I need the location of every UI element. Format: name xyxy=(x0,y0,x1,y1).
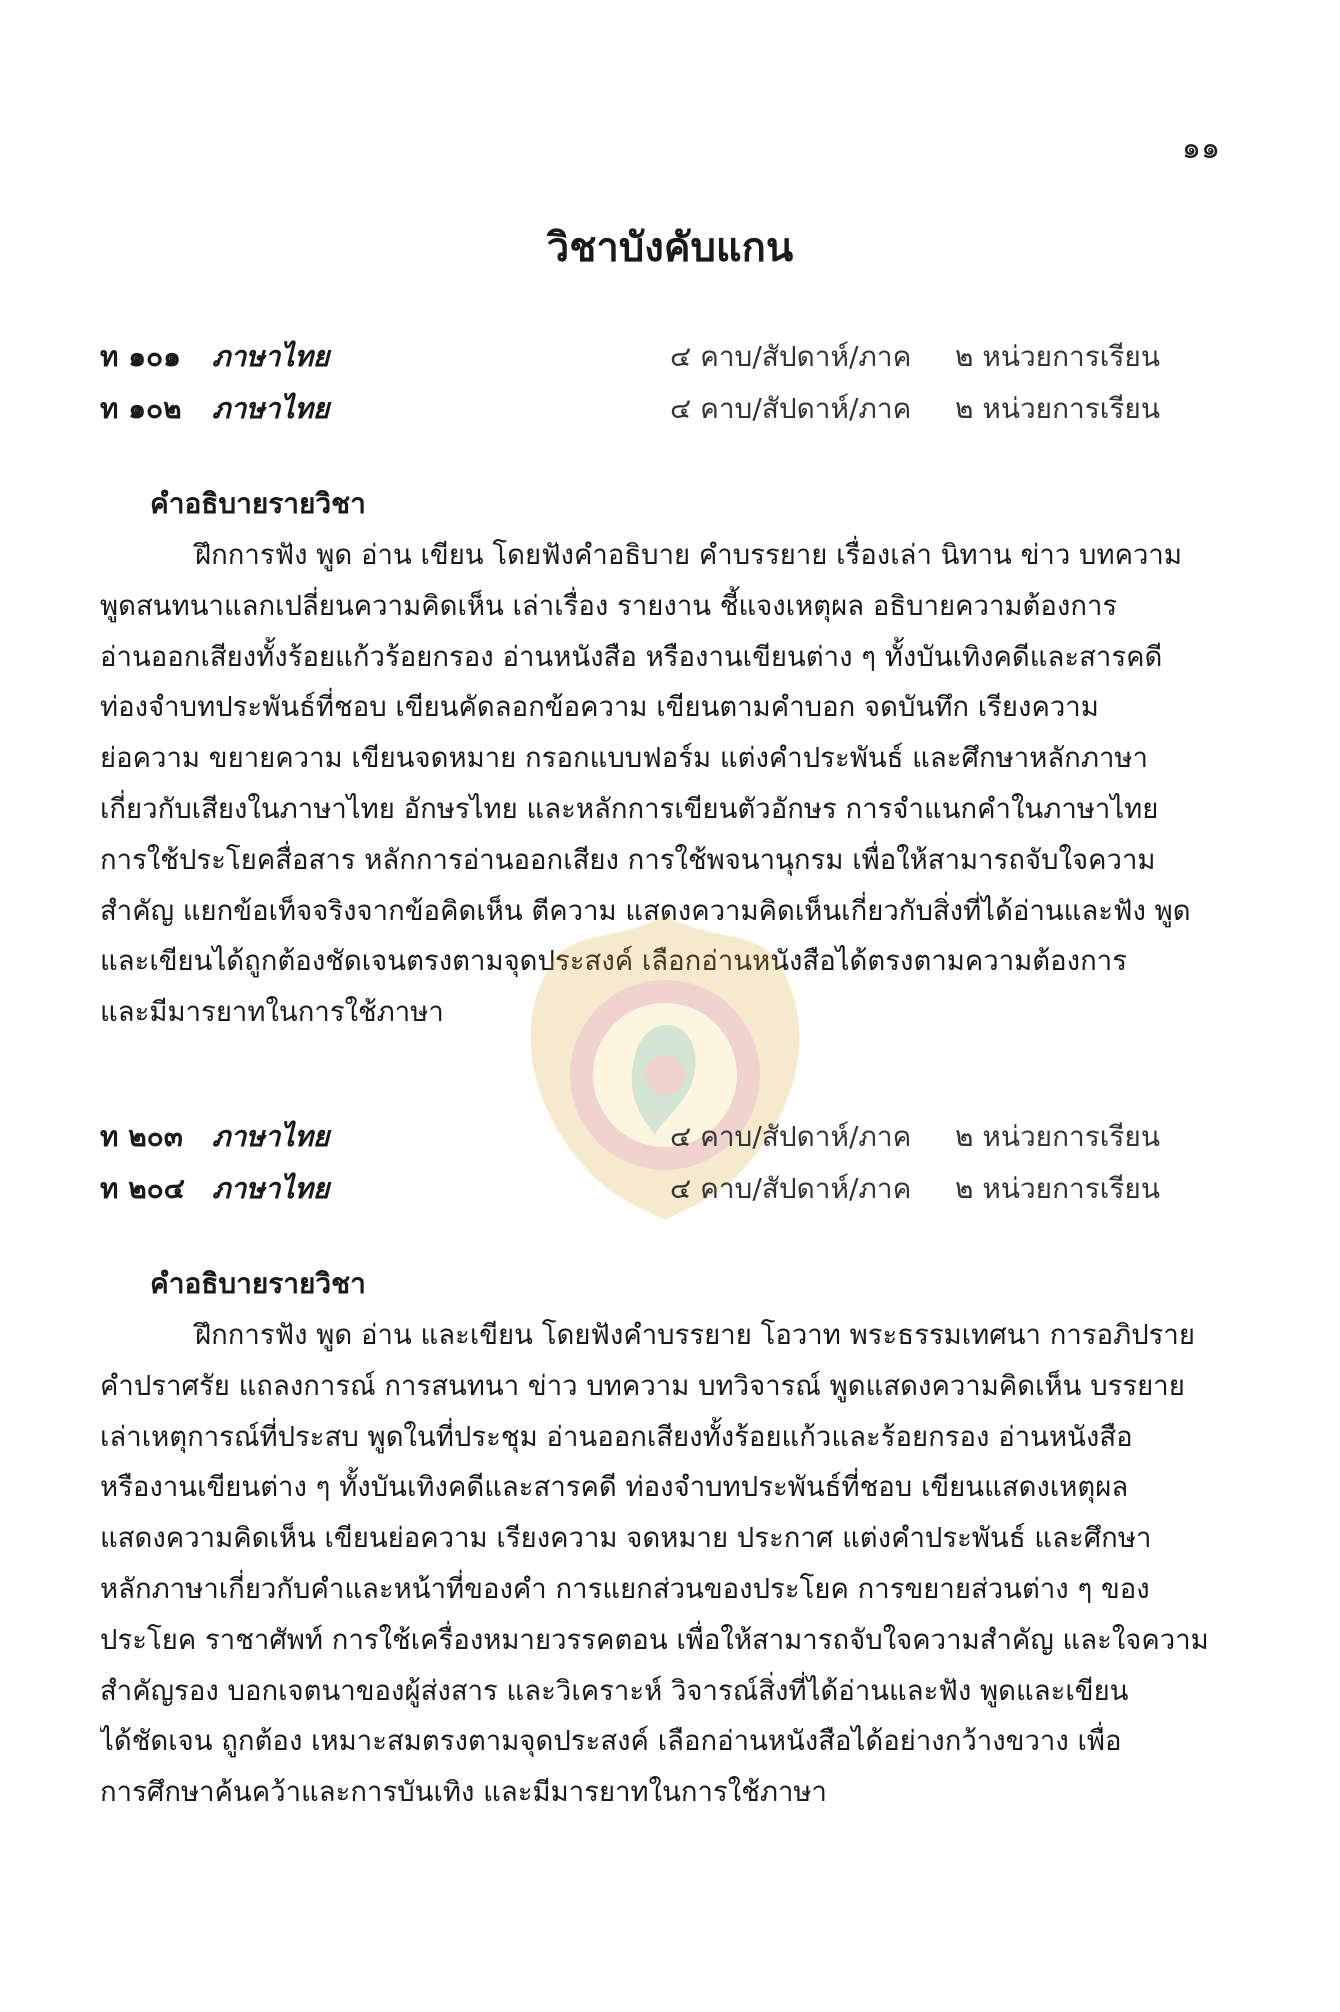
description-line: เกี่ยวกับเสียงในภาษาไทย อักษรไทย และหลักการเขียนตัวอักษร การจำแนกคำในภาษาไทย xyxy=(100,792,1159,825)
description-line: สำคัญ แยกข้อเท็จจริงจากข้อคิดเห็น ตีความ แสดงความคิดเห็นเกี่ยวกับสิ่งที่ได้อ่านและฟัง พูด xyxy=(100,894,1191,927)
description-line: คำปราศรัย แถลงการณ์ การสนทนา ข่าว บทความ บทวิจารณ์ พูดแสดงความคิดเห็น บรรยาย xyxy=(100,1369,1185,1402)
course-credits: ๒ หน่วยการเรียน xyxy=(955,340,1160,373)
course-credits: ๒ หน่วยการเรียน xyxy=(955,1172,1160,1205)
description-line: หลักภาษาเกี่ยวกับคำและหน้าที่ของคำ การแยกส่วนของประโยค การขยายส่วนต่าง ๆ ของ xyxy=(100,1572,1150,1605)
course-name: ภาษาไทย xyxy=(212,1172,330,1205)
description-line: ฝึกการฟัง พูด อ่าน เขียน โดยฟังคำอธิบาย คำบรรยาย เรื่องเล่า นิทาน ข่าว บทความ xyxy=(195,539,1182,571)
description-line: การใช้ประโยคสื่อสาร หลักการอ่านออกเสียง การใช้พจนานุกรม เพื่อให้สามารถจับใจความ xyxy=(100,843,1156,876)
description-line: แสดงความคิดเห็น เขียนย่อความ เรียงความ จดหมาย ประกาศ แต่งคำประพันธ์ และศึกษา xyxy=(100,1522,1152,1555)
description-line: สำคัญรอง บอกเจตนาของผู้ส่งสาร และวิเคราะห์ วิจารณ์สิ่งที่ได้อ่านและฟัง พูดและเขียน xyxy=(100,1674,1129,1707)
course-row xyxy=(100,1167,1200,1207)
description-body xyxy=(100,1310,1230,1818)
course-hours: ๔ คาบ/สัปดาห์/ภาค xyxy=(670,392,912,425)
course-code: ท ๒๐๓ xyxy=(100,1120,183,1153)
course-row xyxy=(100,1115,1200,1155)
course-code: ท ๒๐๔ xyxy=(100,1172,185,1205)
course-hours: ๔ คาบ/สัปดาห์/ภาค xyxy=(670,1172,912,1205)
course-row xyxy=(100,387,1200,427)
page-title: วิชาบังคับแกน xyxy=(546,225,794,271)
course-hours: ๔ คาบ/สัปดาห์/ภาค xyxy=(670,1120,912,1153)
course-name: ภาษาไทย xyxy=(212,1120,330,1153)
course-hours: ๔ คาบ/สัปดาห์/ภาค xyxy=(670,340,912,373)
description-line: ฝึกการฟัง พูด อ่าน และเขียน โดยฟังคำบรรยาย โอวาท พระธรรมเทศนา การอภิปราย xyxy=(195,1319,1195,1351)
page-number: ๑๑ xyxy=(1181,131,1220,166)
description-heading: คำอธิบายรายวิชา xyxy=(150,487,366,520)
description-line: พูดสนทนาแลกเปลี่ยนความคิดเห็น เล่าเรื่อง รายงาน ชี้แจงเหตุผล อธิบายความต้องการ xyxy=(100,589,1118,622)
description-line: ย่อความ ขยายความ เขียนจดหมาย กรอกแบบฟอร์ม แต่งคำประพันธ์ และศึกษาหลักภาษา xyxy=(100,742,1148,775)
course-row xyxy=(100,335,1200,375)
description-line: หรืองานเขียนต่าง ๆ ทั้งบันเทิงคดีและสารคดี ท่องจำบทประพันธ์ที่ชอบ เขียนแสดงเหตุผล xyxy=(100,1471,1129,1504)
description-line: และเขียนได้ถูกต้องชัดเจนตรงตามจุดประสงค์ เลือกอ่านหนังสือได้ตรงตามความต้องการ xyxy=(100,945,1127,978)
course-name: ภาษาไทย xyxy=(212,392,330,425)
course-code: ท ๑๐๒ xyxy=(100,392,182,425)
description-line: และมีมารยาทในการใช้ภาษา xyxy=(100,996,444,1029)
description-line: การศึกษาค้นคว้าและการบันเทิง และมีมารยาทในการใช้ภาษา xyxy=(100,1776,827,1809)
description-line: อ่านออกเสียงทั้งร้อยแก้วร้อยกรอง อ่านหนังสือ หรืองานเขียนต่าง ๆ ทั้งบันเทิงคดีและสารคดี xyxy=(100,640,1163,673)
description-heading: คำอธิบายรายวิชา xyxy=(150,1267,366,1300)
description-body xyxy=(100,530,1230,1038)
description-line: ท่องจำบทประพันธ์ที่ชอบ เขียนคัดลอกข้อความ เขียนตามคำบอก จดบันทึก เรียงความ xyxy=(100,691,1099,724)
course-credits: ๒ หน่วยการเรียน xyxy=(955,392,1160,425)
course-code: ท ๑๐๑ xyxy=(100,340,181,373)
description-line: ประโยค ราชาศัพท์ การใช้เครื่องหมายวรรคตอน เพื่อให้สามารถจับใจความสำคัญ และใจความ xyxy=(100,1623,1209,1656)
course-credits: ๒ หน่วยการเรียน xyxy=(955,1120,1160,1153)
description-line: ได้ชัดเจน ถูกต้อง เหมาะสมตรงตามจุดประสงค์ เลือกอ่านหนังสือได้อย่างกว้างขวาง เพื่อ xyxy=(100,1725,1122,1758)
description-line: เล่าเหตุการณ์ที่ประสบ พูดในที่ประชุม อ่านออกเสียงทั้งร้อยแก้วและร้อยกรอง อ่านหนังสือ xyxy=(100,1420,1133,1453)
course-name: ภาษาไทย xyxy=(212,340,330,373)
